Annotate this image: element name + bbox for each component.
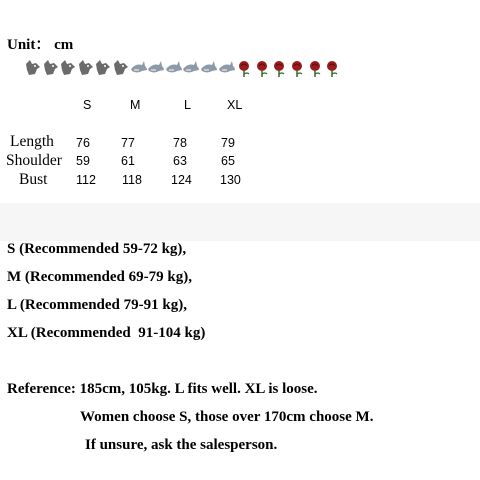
table-cell: 61 bbox=[121, 154, 135, 168]
table-cell: 77 bbox=[121, 136, 135, 150]
rose-icon bbox=[235, 58, 253, 78]
rose-icon bbox=[288, 58, 306, 78]
table-cell: 118 bbox=[122, 173, 142, 187]
shark-icon bbox=[147, 58, 165, 78]
recommendation-l: L (Recommended 79-91 kg), bbox=[7, 297, 187, 313]
row-label-length: Length bbox=[10, 133, 54, 150]
divider-band bbox=[0, 203, 480, 241]
size-l-header: L bbox=[184, 98, 191, 112]
size-s-header: S bbox=[83, 98, 92, 112]
table-cell: 78 bbox=[173, 136, 187, 150]
wolf-icon bbox=[24, 58, 42, 78]
shark-icon bbox=[182, 58, 200, 78]
recommendation-s: S (Recommended 59-72 kg), bbox=[7, 241, 187, 257]
decorative-icon-row bbox=[24, 58, 344, 78]
wolf-icon bbox=[77, 58, 95, 78]
table-cell: 130 bbox=[220, 173, 241, 187]
unsure-note: If unsure, ask the salesperson. bbox=[85, 437, 278, 453]
size-xl-header: XL bbox=[227, 98, 243, 112]
table-cell: 124 bbox=[171, 173, 192, 187]
rose-icon bbox=[306, 58, 324, 78]
table-cell: 76 bbox=[76, 136, 90, 150]
wolf-icon bbox=[42, 58, 60, 78]
wolf-icon bbox=[94, 58, 112, 78]
shark-icon bbox=[130, 58, 148, 78]
recommendation-m: M (Recommended 69-79 kg), bbox=[7, 269, 192, 285]
wolf-icon bbox=[59, 58, 77, 78]
rose-icon bbox=[270, 58, 288, 78]
women-note: Women choose S, those over 170cm choose M. bbox=[80, 409, 374, 425]
row-label-shoulder: Shoulder bbox=[6, 152, 62, 169]
rose-icon bbox=[323, 58, 341, 78]
reference-line: Reference: 185cm, 105kg. L fits well. XL is loose. bbox=[7, 381, 318, 397]
table-cell: 63 bbox=[173, 154, 187, 168]
size-m-header: M bbox=[130, 98, 141, 112]
row-label-bust: Bust bbox=[19, 171, 48, 188]
wolf-icon bbox=[112, 58, 130, 78]
rose-icon bbox=[253, 58, 271, 78]
shark-icon bbox=[200, 58, 218, 78]
shark-icon bbox=[218, 58, 236, 78]
recommendation-xl: XL (Recommended 91-104 kg) bbox=[7, 325, 206, 341]
table-cell: 65 bbox=[221, 154, 235, 168]
unit-label: Unit： cm bbox=[7, 37, 74, 53]
table-cell: 79 bbox=[221, 136, 235, 150]
table-cell: 59 bbox=[76, 154, 90, 168]
table-cell: 112 bbox=[76, 173, 96, 187]
shark-icon bbox=[165, 58, 183, 78]
